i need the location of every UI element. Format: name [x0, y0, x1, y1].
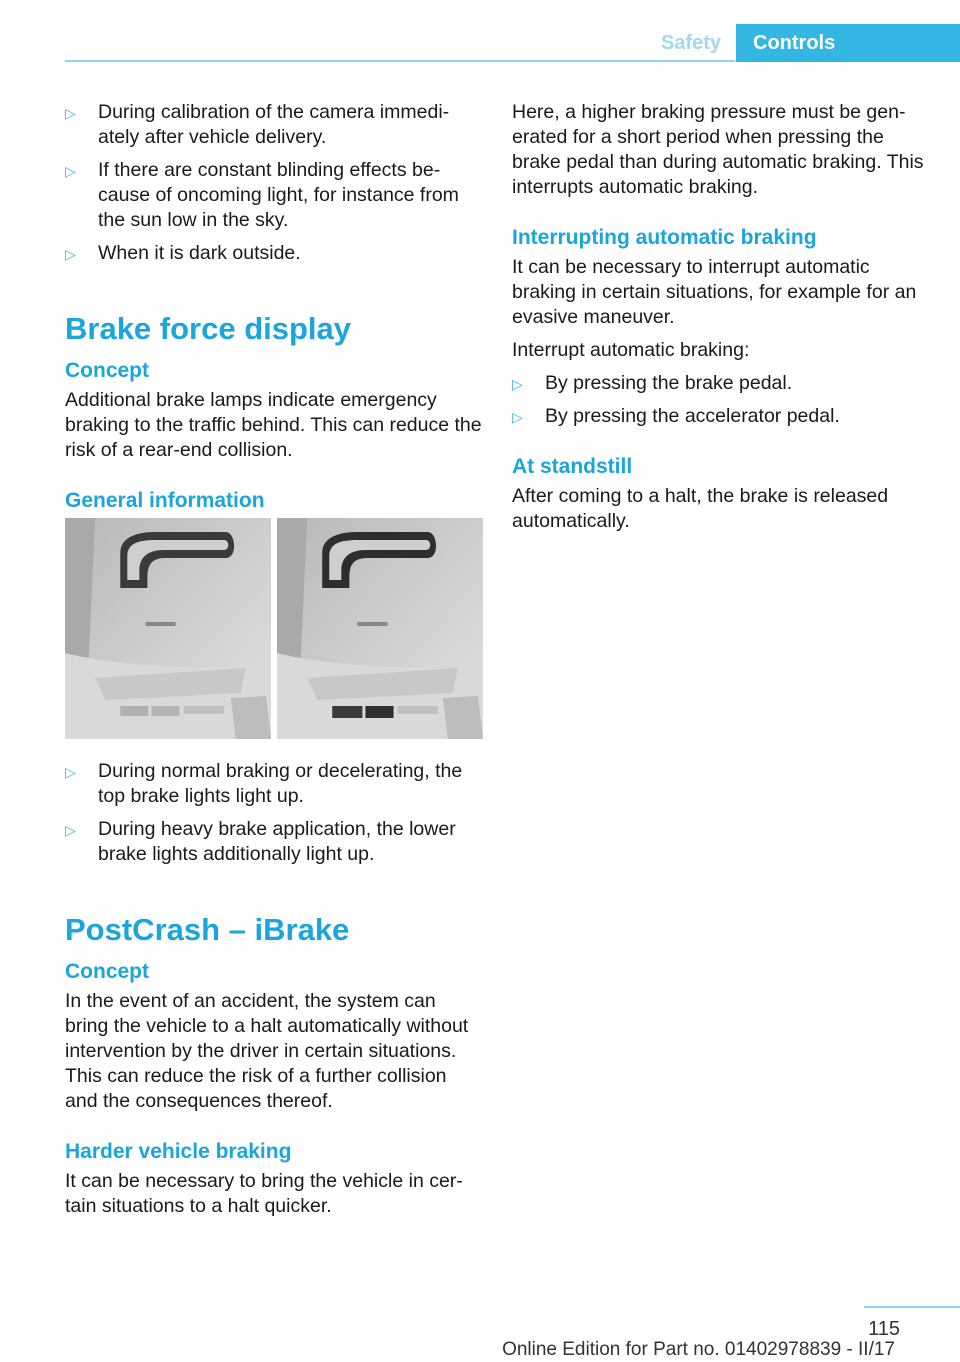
interrupt-label: Interrupt automatic braking: [512, 339, 750, 361]
postcrash-concept-text: In the event of an accident, the system can bring the vehicle to a halt automatically without intervention by the driver in certain situations. This can reduce the risk of a further collision and the consequences thereof. [65, 990, 469, 1112]
list-item: ▷ During normal braking or decelerating, the top brake lights light up. [65, 760, 463, 807]
triangle-bullet-icon: ▷ [65, 246, 76, 262]
harder-braking-heading: Harder vehicle braking [65, 1140, 292, 1163]
normal-braking-image [65, 518, 271, 739]
standstill-text: After coming to a halt, the brake is released automatically. [512, 485, 889, 532]
triangle-bullet-icon: ▷ [512, 409, 523, 425]
right-column [512, 100, 932, 542]
bfd-concept-text: Additional brake lamps indicate emergency braking to the traffic behind. This can reduce the risk of a rear-end collision. [65, 389, 482, 461]
bfd-general-heading: General information [65, 489, 265, 512]
tab-controls[interactable]: Controls [736, 24, 960, 62]
left-column [65, 100, 483, 1227]
triangle-bullet-icon: ▷ [65, 764, 76, 780]
list-item: ▷ During calibration of the camera immedi‐ately after vehicle delivery. [65, 101, 450, 148]
page-number: 115 [868, 1318, 900, 1340]
heavy-braking-image [277, 518, 483, 739]
brake-force-display-title: Brake force display [65, 311, 352, 346]
list-item: ▷ By pressing the accelerator pedal. [512, 404, 932, 429]
triangle-bullet-icon: ▷ [65, 105, 76, 121]
bfd-bullet-list [65, 759, 483, 867]
interrupt-heading: Interrupting automatic braking [512, 226, 817, 249]
list-item: ▷ By pressing the brake pedal. [512, 371, 932, 396]
postcrash-concept-heading: Concept [65, 960, 149, 983]
edition-footer: Online Edition for Part no. 01402978839 - II/17 [502, 1339, 895, 1360]
header-rule [65, 60, 735, 62]
bfd-concept-heading: Concept [65, 359, 149, 382]
postcrash-title: PostCrash – iBrake [65, 912, 350, 947]
interrupt-bullet-list [512, 371, 932, 429]
triangle-bullet-icon: ▷ [65, 163, 76, 179]
triangle-bullet-icon: ▷ [65, 822, 76, 838]
braking-pressure-text: Here, a higher braking pressure must be gen‐erated for a short period when pressing the brake pedal than during automatic braking. This interrupts automatic braking. [512, 101, 924, 198]
list-item: ▷ During heavy brake application, the lower brake lights additionally light up. [65, 818, 456, 865]
list-item: ▷ When it is dark outside. [65, 241, 483, 266]
interrupt-text: It can be necessary to interrupt automatic braking in certain situations, for example for an evasive maneuver. [512, 256, 917, 328]
harder-braking-text: It can be necessary to bring the vehicle in cer‐tain situations to a halt quicker. [65, 1170, 463, 1217]
triangle-bullet-icon: ▷ [512, 376, 523, 392]
brake-lights-photo [65, 518, 483, 739]
intro-bullet-list [65, 100, 483, 266]
standstill-heading: At standstill [512, 455, 633, 478]
footer-rule [864, 1306, 960, 1308]
tab-safety[interactable]: Safety [660, 32, 721, 54]
list-item: ▷ If there are constant blinding effects be‐cause of oncoming light, for instance from the sun low in the sky. [65, 159, 459, 231]
